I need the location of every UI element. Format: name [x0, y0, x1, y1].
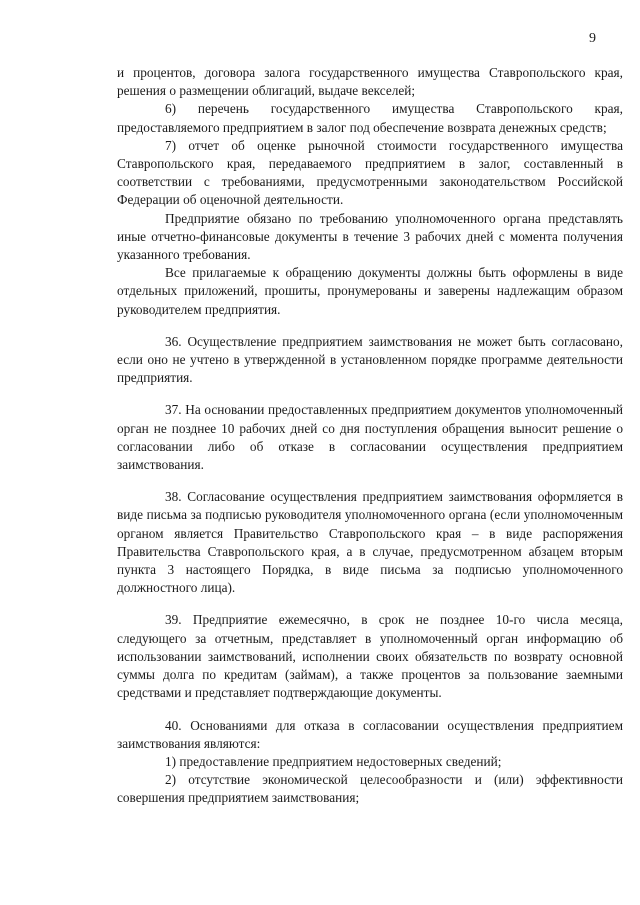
paragraph: Предприятие обязано по требованию уполномоченного органа представлять иные отчетно-финансовые документы в течение 3 рабочих дней с момента получения указанного требования. — [117, 210, 623, 263]
paragraph: 39. Предприятие ежемесячно, в срок не позднее 10-го числа месяца, следующего за отчетным, представляет в уполномоченный орган информацию об использовании заимствований, исполнении своих обязательств по возврату основной суммы долга по кредитам (займам), а также процентов за пользование заемными средствами и представляет подтверждающие документы. — [117, 612, 623, 701]
paragraph: 40. Основаниями для отказа в согласовании осуществления предприятием заимствования являются: — [117, 717, 623, 751]
paragraph: 37. На основании предоставленных предприятием документов уполномоченный орган не позднее 10 рабочих дней со дня поступления обращения выносит решение о согласовании либо об отказе в согласовании осуществления предприятием заимствования. — [117, 402, 623, 473]
paragraph: и процентов, договора залога государственного имущества Ставропольского края, решения о размещении облигаций, выдаче векселей; — [117, 65, 623, 99]
body-text — [117, 64, 623, 808]
page-number: 9 — [589, 31, 596, 46]
paragraph: Все прилагаемые к обращению документы должны быть оформлены в виде отдельных приложений, прошиты, пронумерованы и заверены надлежащим образом руководителем предприятия. — [117, 265, 623, 317]
paragraph: 38. Согласование осуществления предприятием заимствования оформляется в виде письма за подписью руководителя уполномоченного органа (если уполномоченным органом является Правительство Ставропольского края – в виде распоряжения Правительства Ставропольского края, а в случае, предусмотренном абзацем вторым пункта 3 настоящего Порядка, в виде письма за подписью уполномоченного должностного лица). — [117, 489, 623, 596]
paragraph: 36. Осуществление предприятием заимствования не может быть согласовано, если оно не учтено в утвержденной в установленном порядке программе деятельности предприятия. — [117, 333, 623, 386]
paragraph: 7) отчет об оценке рыночной стоимости государственного имущества Ставропольского края, передаваемого предприятием в залог, составленный в соответствии с требованиями, предусмотренными законодательством Российской Федерации об оценочной деятельности. — [117, 137, 623, 208]
paragraph: 1) предоставление предприятием недостоверных сведений; — [165, 753, 502, 769]
paragraph: 2) отсутствие экономической целесообразности и (или) эффективности совершения предприятием заимствования; — [117, 772, 623, 806]
paragraph: 6) перечень государственного имущества Ставропольского края, предоставляемого предприятием в залог под обеспечение возврата денежных средств; — [117, 101, 623, 135]
